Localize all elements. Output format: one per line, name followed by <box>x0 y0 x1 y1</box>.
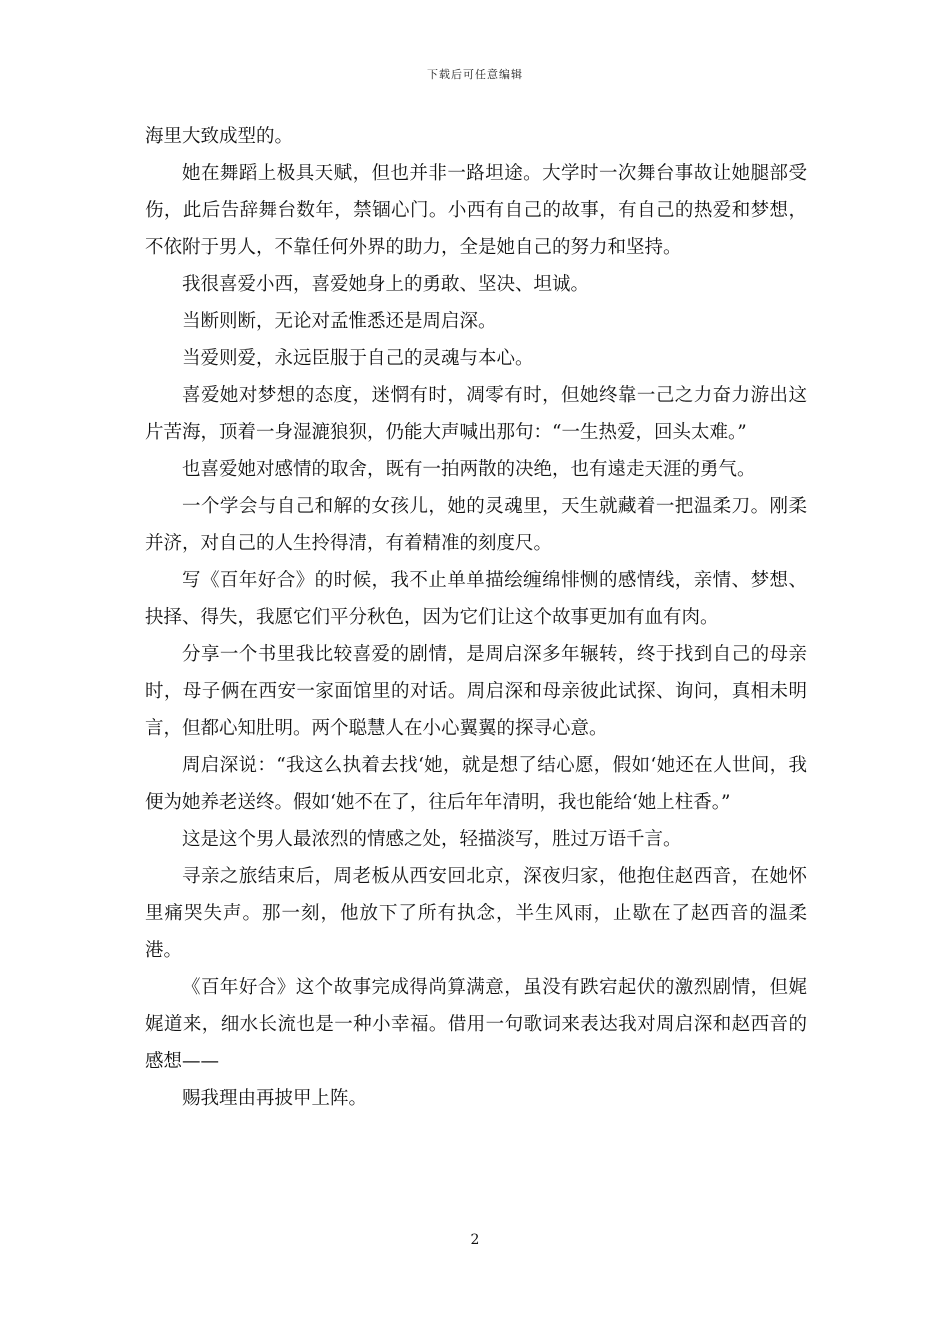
paragraph: 我很喜爱小西，喜爱她身上的勇敢、坚决、坦诚。 <box>182 274 590 295</box>
paragraph: 她在舞蹈上极具天赋，但也并非一路坦途。大学时一次舞台事故让她腿部受伤，此后告辞舞台数年，禁锢心门。小西有自己的故事，有自己的热爱和梦想，不依附于男人，不靠任何外界的助力，全是她自己的努力和坚持。 <box>145 163 807 258</box>
paragraph: 写《百年好合》的时候，我不止单单描绘缠绵悱恻的感情线，亲情、梦想、抉择、得失，我愿它们平分秋色，因为它们让这个故事更加有血有肉。 <box>145 570 807 628</box>
paragraph: 也喜爱她对感情的取舍，既有一拍两散的决绝，也有遠走天涯的勇气。 <box>182 459 756 480</box>
page-header: 下载后可任意编辑 <box>427 68 523 81</box>
paragraph: 《百年好合》这个故事完成得尚算满意，虽没有跌宕起伏的激烈剧情，但娓娓道来，细水长流也是一种小幸福。借用一句歌词来表达我对周启深和赵西音的感想—— <box>145 977 807 1072</box>
paragraph: 一个学会与自己和解的女孩儿，她的灵魂里，天生就藏着一把温柔刀。刚柔并济，对自己的人生拎得清，有着精准的刻度尺。 <box>145 496 807 554</box>
paragraph: 分享一个书里我比较喜爱的剧情，是周启深多年辗转，终于找到自己的母亲时，母子俩在西安一家面馆里的对话。周启深和母亲彼此试探、询问，真相未明言，但都心知肚明。两个聪慧人在小心翼翼的探寻心意。 <box>145 644 807 739</box>
paragraph: 喜爱她对梦想的态度，迷惘有时，凋零有时，但她终靠一己之力奋力游出这片苦海，顶着一身湿漉狼狈，仍能大声喊出那句：“一生热爱，回头太难。” <box>145 385 807 443</box>
paragraph: 寻亲之旅结束后，周老板从西安回北京，深夜归家，他抱住赵西音，在她怀里痛哭失声。那一刻，他放下了所有执念，半生风雨，止歇在了赵西音的温柔港。 <box>145 866 807 961</box>
paragraph: 周启深说：“我这么执着去找‘她，就是想了结心愿，假如‘她还在人世间，我便为她养老送终。假如‘她不在了，往后年年清明，我也能给‘她上柱香。” <box>145 755 807 813</box>
page-number: 2 <box>470 1232 480 1248</box>
paragraph-continuation: 海里大致成型的。 <box>145 126 294 147</box>
paragraph: 这是这个男人最浓烈的情感之处，轻描淡写，胜过万语千言。 <box>182 829 682 850</box>
paragraph: 赐我理由再披甲上阵。 <box>182 1088 368 1109</box>
document-body <box>145 118 807 1117</box>
paragraph: 当断则断，无论对孟惟悉还是周启深。 <box>182 311 497 332</box>
paragraph: 当爱则爱，永远臣服于自己的灵魂与本心。 <box>182 348 534 369</box>
